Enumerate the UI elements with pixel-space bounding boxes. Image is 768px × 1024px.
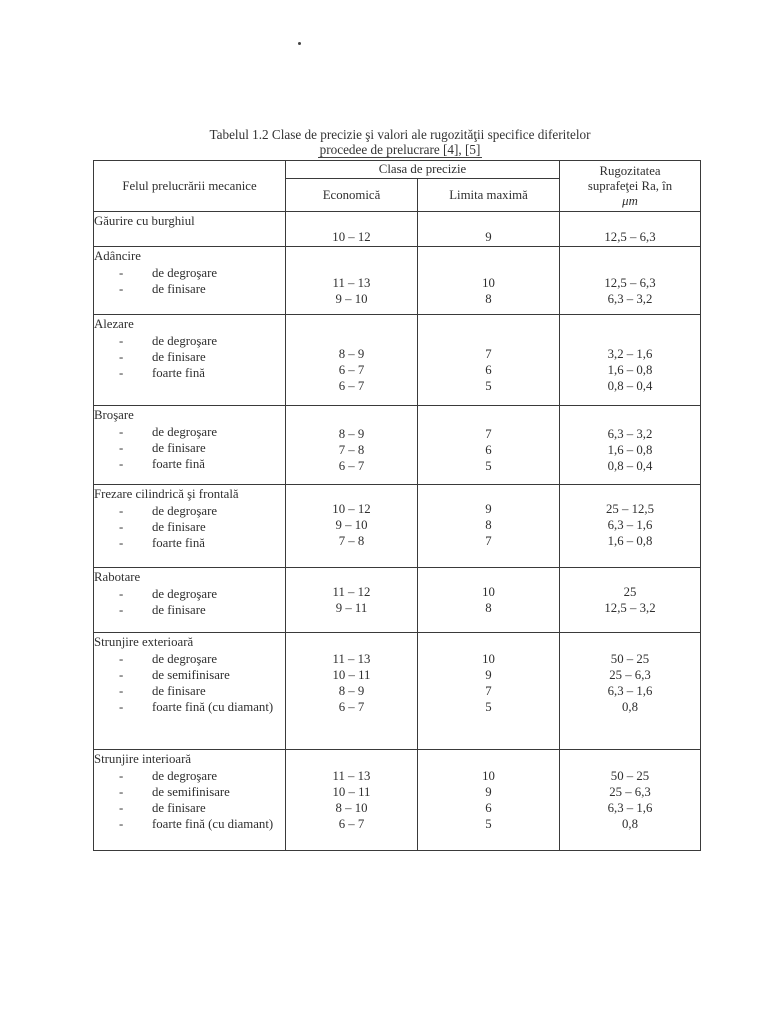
rugozitate-value: 50 – 25 bbox=[610, 769, 650, 783]
rugozitate-value: 0,8 bbox=[622, 700, 638, 714]
limita-value: 9 bbox=[485, 230, 492, 244]
process-cell bbox=[94, 315, 286, 406]
operation-item: - de finisare bbox=[94, 349, 285, 365]
process-title: Strunjire exterioară bbox=[94, 635, 194, 649]
limita-value: 7 bbox=[485, 427, 492, 441]
economica-value: 10 – 11 bbox=[332, 668, 371, 682]
process-cell bbox=[94, 485, 286, 568]
operation-item: - de finisare bbox=[94, 683, 285, 699]
economica-value: 6 – 7 bbox=[338, 700, 365, 714]
rugozitate-value: 1,6 – 0,8 bbox=[607, 534, 653, 548]
rugozitate-cell bbox=[560, 750, 701, 851]
limita-value: 5 bbox=[485, 817, 492, 831]
rugozitate-value: 0,8 – 0,4 bbox=[607, 379, 653, 393]
rugozitate-value: 1,6 – 0,8 bbox=[607, 443, 653, 457]
process-title: Frezare cilindrică şi frontală bbox=[94, 487, 239, 501]
process-title: Găurire cu burghiul bbox=[94, 214, 195, 228]
table-body bbox=[94, 212, 701, 851]
economica-cell bbox=[286, 247, 418, 315]
rugozitate-value: 25 – 12,5 bbox=[606, 502, 654, 516]
rugozitate-cell bbox=[560, 568, 701, 633]
rugozitate-value: 12,5 – 6,3 bbox=[604, 230, 656, 244]
rugozitate-value: 50 – 25 bbox=[610, 652, 650, 666]
economica-cell bbox=[286, 315, 418, 406]
limita-value: 10 bbox=[482, 769, 495, 783]
economica-value: 10 – 12 bbox=[332, 502, 371, 516]
limita-cell bbox=[418, 315, 560, 406]
economica-value: 9 – 10 bbox=[335, 518, 368, 532]
limita-value: 10 bbox=[482, 652, 495, 666]
rugozitate-value: 0,8 bbox=[622, 817, 638, 831]
operation-item: - de finisare bbox=[94, 281, 285, 297]
economica-value: 7 – 8 bbox=[338, 443, 365, 457]
operation-item: - de degroşare bbox=[94, 424, 285, 440]
rugozitate-value: 6,3 – 1,6 bbox=[607, 684, 653, 698]
limita-cell bbox=[418, 633, 560, 750]
rugozitate-cell bbox=[560, 633, 701, 750]
table-caption bbox=[130, 127, 670, 158]
economica-value: 7 – 8 bbox=[338, 534, 365, 548]
precision-roughness-table bbox=[93, 160, 701, 851]
limita-cell bbox=[418, 485, 560, 568]
scan-speck bbox=[298, 42, 301, 45]
rugozitate-value: 6,3 – 1,6 bbox=[607, 518, 653, 532]
rugozitate-value: 6,3 – 1,6 bbox=[607, 801, 653, 815]
economica-value: 6 – 7 bbox=[338, 363, 365, 377]
operation-item: - de semifinisare bbox=[94, 784, 285, 800]
economica-cell bbox=[286, 568, 418, 633]
table-row bbox=[94, 633, 701, 750]
economica-value: 8 – 9 bbox=[338, 684, 365, 698]
economica-value: 9 – 11 bbox=[335, 601, 368, 615]
header-clasa: Clasa de precizie bbox=[286, 161, 560, 179]
operation-item: - de degroşare bbox=[94, 333, 285, 349]
table-row bbox=[94, 568, 701, 633]
table-row bbox=[94, 485, 701, 568]
operation-item: - foarte fină bbox=[94, 365, 285, 381]
rugozitate-value: 6,3 – 3,2 bbox=[607, 292, 653, 306]
economica-cell bbox=[286, 212, 418, 247]
economica-cell bbox=[286, 485, 418, 568]
table-row bbox=[94, 212, 701, 247]
economica-value: 10 – 12 bbox=[332, 230, 371, 244]
operation-list bbox=[94, 503, 285, 551]
economica-value: 11 – 13 bbox=[332, 276, 371, 290]
limita-value: 6 bbox=[485, 363, 492, 377]
limita-cell bbox=[418, 750, 560, 851]
limita-value: 9 bbox=[485, 668, 492, 682]
limita-value: 5 bbox=[485, 700, 492, 714]
rugozitate-value: 25 – 6,3 bbox=[609, 668, 651, 682]
rugozitate-cell bbox=[560, 247, 701, 315]
limita-value: 8 bbox=[485, 601, 492, 615]
limita-value: 5 bbox=[485, 379, 492, 393]
process-cell bbox=[94, 568, 286, 633]
operation-list bbox=[94, 651, 285, 715]
operation-list bbox=[94, 424, 285, 472]
economica-value: 11 – 13 bbox=[332, 769, 371, 783]
limita-cell bbox=[418, 247, 560, 315]
rugozitate-value: 6,3 – 3,2 bbox=[607, 427, 653, 441]
operation-item: - de finisare bbox=[94, 519, 285, 535]
header-felul: Felul prelucrării mecanice bbox=[94, 161, 286, 212]
process-cell bbox=[94, 750, 286, 851]
economica-cell bbox=[286, 406, 418, 485]
operation-item: - foarte fină (cu diamant) bbox=[94, 816, 285, 832]
header-economica: Economică bbox=[286, 179, 418, 212]
operation-item: - de semifinisare bbox=[94, 667, 285, 683]
limita-value: 6 bbox=[485, 443, 492, 457]
limita-value: 7 bbox=[485, 534, 492, 548]
process-title: Alezare bbox=[94, 317, 134, 331]
operation-item: - de degroşare bbox=[94, 586, 285, 602]
caption-line-1: Tabelul 1.2 Clase de precizie şi valori ale rugozităţii specifice diferitelor bbox=[209, 127, 591, 142]
operation-item: - de finisare bbox=[94, 602, 285, 618]
rugozitate-cell bbox=[560, 315, 701, 406]
limita-value: 7 bbox=[485, 347, 492, 361]
operation-item: - foarte fină bbox=[94, 456, 285, 472]
economica-value: 9 – 10 bbox=[335, 292, 368, 306]
operation-list bbox=[94, 265, 285, 297]
table-row bbox=[94, 315, 701, 406]
limita-value: 10 bbox=[482, 276, 495, 290]
economica-value: 6 – 7 bbox=[338, 379, 365, 393]
rugozitate-value: 12,5 – 6,3 bbox=[604, 276, 656, 290]
limita-value: 7 bbox=[485, 684, 492, 698]
process-cell bbox=[94, 247, 286, 315]
limita-value: 8 bbox=[485, 518, 492, 532]
operation-item: - de finisare bbox=[94, 800, 285, 816]
table-row bbox=[94, 406, 701, 485]
economica-value: 8 – 10 bbox=[335, 801, 368, 815]
limita-value: 9 bbox=[485, 502, 492, 516]
caption-line-2: procedee de prelucrare [4], [5] bbox=[319, 142, 481, 157]
rugozitate-value: 1,6 – 0,8 bbox=[607, 363, 653, 377]
process-title: Rabotare bbox=[94, 570, 141, 584]
economica-value: 11 – 13 bbox=[332, 652, 371, 666]
rugozitate-cell bbox=[560, 406, 701, 485]
process-cell bbox=[94, 633, 286, 750]
process-cell bbox=[94, 406, 286, 485]
economica-cell bbox=[286, 633, 418, 750]
table-row bbox=[94, 750, 701, 851]
limita-value: 6 bbox=[485, 801, 492, 815]
header-rugozitate-unit: μm bbox=[622, 193, 638, 208]
operation-list bbox=[94, 333, 285, 381]
limita-value: 10 bbox=[482, 585, 495, 599]
limita-cell bbox=[418, 406, 560, 485]
operation-item: - de degroşare bbox=[94, 265, 285, 281]
process-title: Broşare bbox=[94, 408, 134, 422]
operation-list bbox=[94, 768, 285, 832]
limita-cell bbox=[418, 568, 560, 633]
header-limita: Limita maximă bbox=[418, 179, 560, 212]
operation-item: - de finisare bbox=[94, 440, 285, 456]
rugozitate-value: 12,5 – 3,2 bbox=[604, 601, 656, 615]
rugozitate-cell bbox=[560, 212, 701, 247]
economica-value: 6 – 7 bbox=[338, 817, 365, 831]
limita-value: 9 bbox=[485, 785, 492, 799]
economica-cell bbox=[286, 750, 418, 851]
process-title: Strunjire interioară bbox=[94, 752, 192, 766]
rugozitate-value: 25 – 6,3 bbox=[609, 785, 651, 799]
operation-item: - de degroşare bbox=[94, 651, 285, 667]
process-cell bbox=[94, 212, 286, 247]
rugozitate-value: 0,8 – 0,4 bbox=[607, 459, 653, 473]
rugozitate-cell bbox=[560, 485, 701, 568]
operation-item: - de degroşare bbox=[94, 503, 285, 519]
economica-value: 11 – 12 bbox=[332, 585, 371, 599]
header-rugozitate-line-2: suprafeţei Ra, în bbox=[587, 178, 673, 193]
header-rugozitate-line-1: Rugozitatea bbox=[599, 163, 661, 178]
economica-value: 8 – 9 bbox=[338, 427, 365, 441]
table-row bbox=[94, 247, 701, 315]
rugozitate-value: 3,2 – 1,6 bbox=[607, 347, 653, 361]
limita-value: 5 bbox=[485, 459, 492, 473]
header-rugozitate bbox=[560, 161, 701, 212]
economica-value: 6 – 7 bbox=[338, 459, 365, 473]
economica-value: 8 – 9 bbox=[338, 347, 365, 361]
economica-value: 10 – 11 bbox=[332, 785, 371, 799]
operation-item: - foarte fină bbox=[94, 535, 285, 551]
limita-cell bbox=[418, 212, 560, 247]
operation-item: - de degroşare bbox=[94, 768, 285, 784]
operation-list bbox=[94, 586, 285, 618]
process-title: Adâncire bbox=[94, 249, 141, 263]
limita-value: 8 bbox=[485, 292, 492, 306]
operation-item: - foarte fină (cu diamant) bbox=[94, 699, 285, 715]
rugozitate-value: 25 bbox=[623, 585, 637, 599]
